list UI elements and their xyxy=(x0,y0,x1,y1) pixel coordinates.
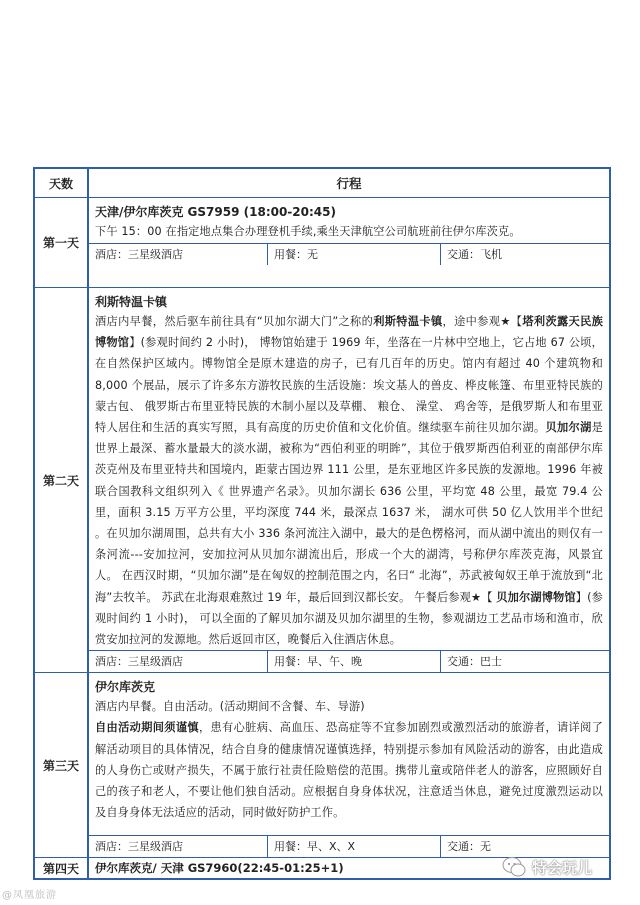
itinerary-sheet xyxy=(33,167,611,880)
watermark-left: @凤凰旅游 xyxy=(2,890,57,901)
day-content xyxy=(88,198,610,288)
day-info-row xyxy=(89,650,609,672)
meal-info: 用餐：早、X、X xyxy=(268,836,441,857)
day-row-1 xyxy=(34,198,610,288)
day-row-2 xyxy=(34,288,610,673)
watermark-right xyxy=(502,856,592,878)
day-title: 天津/伊尔库茨克 GS7959 (18:00-20:45) xyxy=(95,205,336,219)
day-info-row xyxy=(89,243,609,265)
day-info-row xyxy=(89,835,609,857)
hotel-info: 酒店：三星级酒店 xyxy=(89,836,268,857)
day-label: 第二天 xyxy=(34,288,88,673)
hotel-info: 酒店：三星级酒店 xyxy=(89,244,268,265)
day-label: 第一天 xyxy=(34,198,88,288)
day-paragraph: 自由活动期间须谨慎，患有心脏病、高血压、恐高症等不宜参加剧烈或激烈活动的旅游者，请详阅了解活动项目的具体情况，结合自身的健康情况谨慎选择，特别提示参加有风险活动的游客，由此造成的人身伤亡或财产损失，不属于旅行社责任险赔偿的范围。携带儿童或陪伴老人的游客，应照顾好自己的孩子和老人，不要让他们独自活动。应根据自身身体状况，注意适当休息，避免过度激烈运动以及自身身体无法适应的活动，同时做好防护工作。 xyxy=(95,721,603,820)
day-label: 第四天 xyxy=(34,858,88,880)
watermark-right-text: 特会玩儿 xyxy=(532,858,593,877)
itinerary-table xyxy=(33,167,611,880)
header-itinerary: 行程 xyxy=(88,168,610,198)
day-paragraph: 下午 15：00 在指定地点集合办理登机手续,乘坐天津航空公司航班前往伊尔库茨克。 xyxy=(95,225,521,238)
day-title: 伊尔库茨克 xyxy=(95,680,156,695)
wechat-icon xyxy=(502,856,526,878)
day-title: 利斯特温卡镇 xyxy=(95,295,168,309)
day-title: 伊尔库茨克/ 天津 GS7960(22:45-01:25+1) xyxy=(95,861,344,876)
meal-info: 用餐：早、午、晚 xyxy=(268,651,441,672)
day-content xyxy=(88,288,610,673)
transport-info: 交通：巴士 xyxy=(447,655,502,669)
table-header-row xyxy=(34,168,610,198)
day-row-3 xyxy=(34,673,610,858)
day-paragraph: 酒店内早餐，然后驱车前往具有“贝加尔湖大门”之称的利斯特温卡镇，途中参观★【塔利茨露天民族博物馆】(参观时间约 2 小时)， 博物馆始建于 1969 年，坐落在一片林中空地上，它占地 67 公顷，在自然保护区域内。博物馆全是原木建造的房子，已有几百年的历史。馆内有超过 40 个建筑物和 8,000 个展品，展示了许多东方游牧民族的生活设施：埃文基人的兽皮、桦皮帐篷、布里亚特民族的蒙古包、 俄罗斯古布里亚特民族的木制小屋以及草棚、 粮仓、 澡堂、 鸡舍等，是俄罗斯人和布里亚特人居住和生活的真实写照，具有高度的历史价值和文化价值。继续驱车前往贝加尔湖。贝加尔湖是世界上最深、蓄水量最大的淡水湖，被称为“西伯利亚的明眸”，其位于俄罗斯西伯利亚的南部伊尔库茨克州及布里亚特共和国境内，距蒙古国边界 111 公里，是东亚地区许多民族的发源地。1996 年被联合国教科文组织列入《 世界遗产名录》。贝加尔湖长 636 公里，平均宽 48 公里，最宽 79.4 公里，面积 3.15 万平方公里，平均深度 744 米，最深点 1637 米， 湖水可供 50 亿人饮用半个世纪 。在贝加尔湖周围，总共有大小 336 条河流注入湖中，最大的是色楞格河，而从湖中流出的则仅有一条河流---安加拉河，安加拉河从贝加尔湖流出后，形成一个大的湖湾，号称伊尔库茨克海，风景宜人。 在西汉时期，“贝加尔湖”是在匈奴的控制范围之内，名曰“ 北海”，苏武被匈奴王单于流放到“北海”去牧羊。 苏武在北海艰难熬过 19 年，最后回到汉都长安。 午餐后参观★【 贝加尔湖博物馆】(参观时间约 1 小时)， 可以全面的了解贝加尔湖及贝加尔湖里的生物，参观湖边工艺品市场和渔市，欣赏安加拉河的发源地。然后返回市区，晚餐后入住酒店休息。 xyxy=(95,315,604,647)
transport-info: 交通：飞机 xyxy=(447,248,502,262)
day-paragraph: 酒店内早餐。自由活动。(活动期间不含餐、车、导游) xyxy=(95,700,365,714)
header-day: 天数 xyxy=(34,168,88,198)
day-content xyxy=(88,673,610,858)
hotel-info: 酒店：三星级酒店 xyxy=(89,651,268,672)
day-label: 第三天 xyxy=(34,673,88,858)
transport-info: 交通：无 xyxy=(447,840,491,854)
meal-info: 用餐：无 xyxy=(268,244,441,265)
